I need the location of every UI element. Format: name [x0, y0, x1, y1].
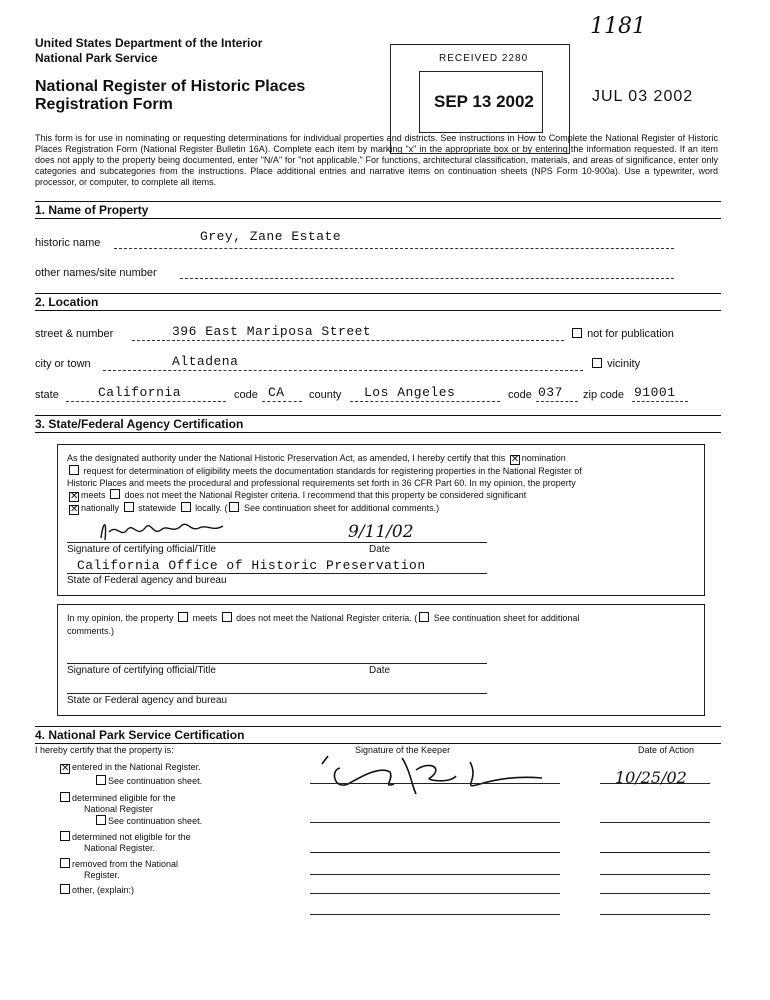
- section-4-heading: 4. National Park Service Certification: [35, 728, 245, 742]
- cert-text-1: As the designated authority under the National Historic Preservation Act, as amended, I hereby certify that this: [67, 453, 506, 463]
- certifying-date-value: 9/11/02: [348, 522, 414, 542]
- other-option: [58, 884, 134, 895]
- removed-label-1: removed from the National: [72, 859, 179, 869]
- date-of-action-line: [600, 783, 710, 784]
- agency-value: California Office of Historic Preservation: [77, 558, 426, 573]
- date-2-label: Date: [369, 665, 391, 676]
- signature-2-label: Signature of certifying official/Title: [67, 665, 216, 676]
- checkbox[interactable]: [572, 328, 582, 338]
- divider: [35, 218, 721, 219]
- cont-1-checkbox[interactable]: [96, 775, 106, 785]
- divider: [35, 743, 721, 744]
- continuation-label: See continuation sheet for additional comments.): [243, 503, 440, 513]
- stamp-inner-box: [419, 71, 543, 133]
- cert-line-2: [67, 465, 697, 477]
- det-elig-label-2: National Register: [84, 804, 154, 814]
- keeper-line: [310, 852, 560, 853]
- divider: [35, 432, 721, 433]
- agency-2-line: [67, 693, 487, 694]
- det-elig-option: [58, 792, 176, 815]
- opinion-meets-checkbox[interactable]: [178, 612, 188, 622]
- locally-label: locally. (: [195, 503, 228, 513]
- locally-checkbox[interactable]: [181, 502, 191, 512]
- county-code-label: code: [508, 389, 532, 401]
- divider: [35, 415, 721, 416]
- section-2-heading: 2. Location: [35, 295, 99, 309]
- code-line: [262, 401, 302, 402]
- jul-stamp-date: JUL 03 2002: [592, 88, 694, 105]
- request-checkbox[interactable]: [69, 465, 79, 475]
- zip-line: [632, 401, 688, 402]
- county-line: [350, 401, 500, 402]
- county-value: Los Angeles: [364, 385, 456, 400]
- agency-line-2: National Park Service: [35, 51, 158, 65]
- state-label: state: [35, 389, 59, 401]
- keeper-line: [310, 914, 560, 915]
- cert-line-3: Historic Places and meets the procedural and professional requirements set forth in 36 CFR Part 60. In my opinion, the property: [67, 478, 576, 488]
- sep-stamp-date: SEP 13 2002: [434, 92, 534, 111]
- keeper-line: [310, 893, 560, 894]
- keeper-line: [310, 822, 560, 823]
- checkbox[interactable]: [592, 358, 602, 368]
- det-elig-checkbox[interactable]: [60, 792, 70, 802]
- historic-name-value: Grey, Zane Estate: [200, 229, 342, 244]
- not-for-publication-field: [570, 328, 674, 340]
- nps-intro-label: I hereby certify that the property is:: [35, 745, 174, 755]
- state-value: California: [98, 385, 182, 400]
- state-line: [66, 401, 226, 402]
- det-elig-label-1: determined eligible for the: [72, 793, 176, 803]
- cont-1-option: [94, 775, 202, 786]
- section-3-heading: 3. State/Federal Agency Certification: [35, 417, 244, 431]
- city-value: Altadena: [172, 354, 239, 369]
- cont-2-option: [94, 815, 202, 826]
- date-of-action-label: Date of Action: [638, 745, 695, 755]
- historic-name-label: historic name: [35, 237, 101, 249]
- code-value: CA: [268, 385, 285, 400]
- agency-2-label: State or Federal agency and bureau: [67, 695, 228, 706]
- agency-label: State of Federal agency and bureau: [67, 575, 227, 586]
- vicinity-field: [590, 358, 640, 370]
- opinion-text: [67, 612, 697, 638]
- keeper-signature: [320, 750, 550, 800]
- received-stamp-text: RECEIVED 2280: [439, 53, 529, 64]
- date-of-action-value: 10/25/02: [615, 768, 687, 787]
- other-checkbox[interactable]: [60, 884, 70, 894]
- divider: [35, 201, 721, 202]
- date-line: [600, 852, 710, 853]
- agency-line-1: United States Department of the Interior: [35, 36, 263, 50]
- opinion-continuation-label: See continuation sheet for additional: [433, 613, 580, 623]
- not-for-publication-label: not for publication: [587, 328, 674, 340]
- county-code-line: [536, 401, 578, 402]
- date-line: [600, 893, 710, 894]
- nationally-label: nationally: [81, 503, 120, 513]
- cont-2-checkbox[interactable]: [96, 815, 106, 825]
- city-line: [103, 370, 583, 371]
- historic-name-line: [114, 248, 674, 249]
- cont-2-label: See continuation sheet.: [108, 816, 203, 826]
- other-label: other, (explain:): [72, 885, 135, 895]
- not-meet-checkbox[interactable]: [110, 489, 120, 499]
- continuation-checkbox[interactable]: [229, 502, 239, 512]
- opinion-not-meet-label: does not meet the National Register criteria. (: [236, 613, 418, 623]
- street-line: [132, 340, 564, 341]
- divider: [35, 293, 721, 294]
- signature-2-line: [67, 663, 487, 664]
- zip-label: zip code: [583, 389, 624, 401]
- nomination-label: nomination: [521, 453, 566, 463]
- opinion-label: In my opinion, the property: [67, 613, 174, 623]
- signature-title-label: Signature of certifying official/Title: [67, 544, 216, 555]
- cont-1-label: See continuation sheet.: [108, 776, 203, 786]
- statewide-label: statewide: [138, 503, 177, 513]
- city-label: city or town: [35, 358, 91, 370]
- street-label: street & number: [35, 328, 114, 340]
- opinion-not-meet-checkbox[interactable]: [222, 612, 232, 622]
- form-title-2: Registration Form: [35, 96, 173, 113]
- nomination-checkbox-checked[interactable]: ✕: [510, 454, 520, 465]
- section-1-heading: 1. Name of Property: [35, 203, 149, 217]
- nationally-checkbox-checked[interactable]: ✕: [70, 504, 79, 515]
- statewide-checkbox[interactable]: [124, 502, 134, 512]
- date-line: [600, 914, 710, 915]
- cert-line-1: [67, 452, 697, 465]
- divider: [35, 310, 721, 311]
- certification-text: [67, 452, 697, 515]
- cert-text-2: request for determination of eligibility meets the documentation standards for registering properties in the National Register of: [83, 466, 582, 476]
- entered-option: [58, 762, 201, 774]
- date-label: Date: [369, 544, 391, 555]
- form-title-1: National Register of Historic Places: [35, 78, 306, 95]
- agency-line: [67, 573, 487, 574]
- date-line: [600, 822, 710, 823]
- opinion-comments-label: comments.): [67, 626, 115, 636]
- date-line: [600, 874, 710, 875]
- handwritten-number: 1181: [590, 14, 646, 39]
- county-label: county: [309, 389, 342, 401]
- signature-line: [67, 542, 487, 543]
- zip-value: 91001: [634, 385, 676, 400]
- keeper-label: Signature of the Keeper: [355, 745, 451, 755]
- county-code-value: 037: [538, 385, 563, 400]
- entered-checkbox-checked[interactable]: ✕: [61, 763, 70, 774]
- meets-checkbox-checked[interactable]: ✕: [70, 491, 79, 502]
- code-label: code: [234, 389, 258, 401]
- certifying-signature: [95, 514, 235, 544]
- det-not-checkbox[interactable]: [60, 831, 70, 841]
- street-value: 396 East Mariposa Street: [172, 324, 372, 339]
- cert-line-4: [67, 489, 697, 502]
- meets-label: meets: [81, 490, 106, 500]
- intro-paragraph: This form is for use in nominating or requesting determinations for individual properties and districts. See instructions in How to Complete the National Register of Historic Places Registration Form (National Register Bulletin 16A). Complete each item by marking "x" in the appropriate box or by entering the information requested. If an item does not apply to the property being documented, enter "N/A" for "not applicable." For functions, architectural classification, materials, and areas of significance, enter only categories and subcategories from the instructions. Place additional entries and narrative items on continuation sheets (NPS Form 10-900a). Use a typewriter, word processor, or computer, to complete all items.: [35, 133, 718, 187]
- removed-option: [58, 858, 178, 881]
- det-not-label-2: National Register.: [84, 843, 156, 853]
- removed-checkbox[interactable]: [60, 858, 70, 868]
- keeper-sig-line: [310, 783, 560, 784]
- not-meet-label: does not meet the National Register criteria. I recommend that this property be considered significant: [124, 490, 527, 500]
- opinion-continuation-checkbox[interactable]: [419, 612, 429, 622]
- removed-label-2: Register.: [84, 870, 120, 880]
- det-not-option: [58, 831, 191, 854]
- keeper-line: [310, 874, 560, 875]
- other-names-line: [180, 278, 674, 279]
- det-not-label-1: determined not eligible for the: [72, 832, 191, 842]
- opinion-meets-label: meets: [192, 613, 218, 623]
- entered-label: entered in the National Register.: [72, 762, 201, 772]
- divider: [35, 726, 721, 727]
- other-names-label: other names/site number: [35, 267, 157, 279]
- vicinity-label: vicinity: [607, 358, 641, 370]
